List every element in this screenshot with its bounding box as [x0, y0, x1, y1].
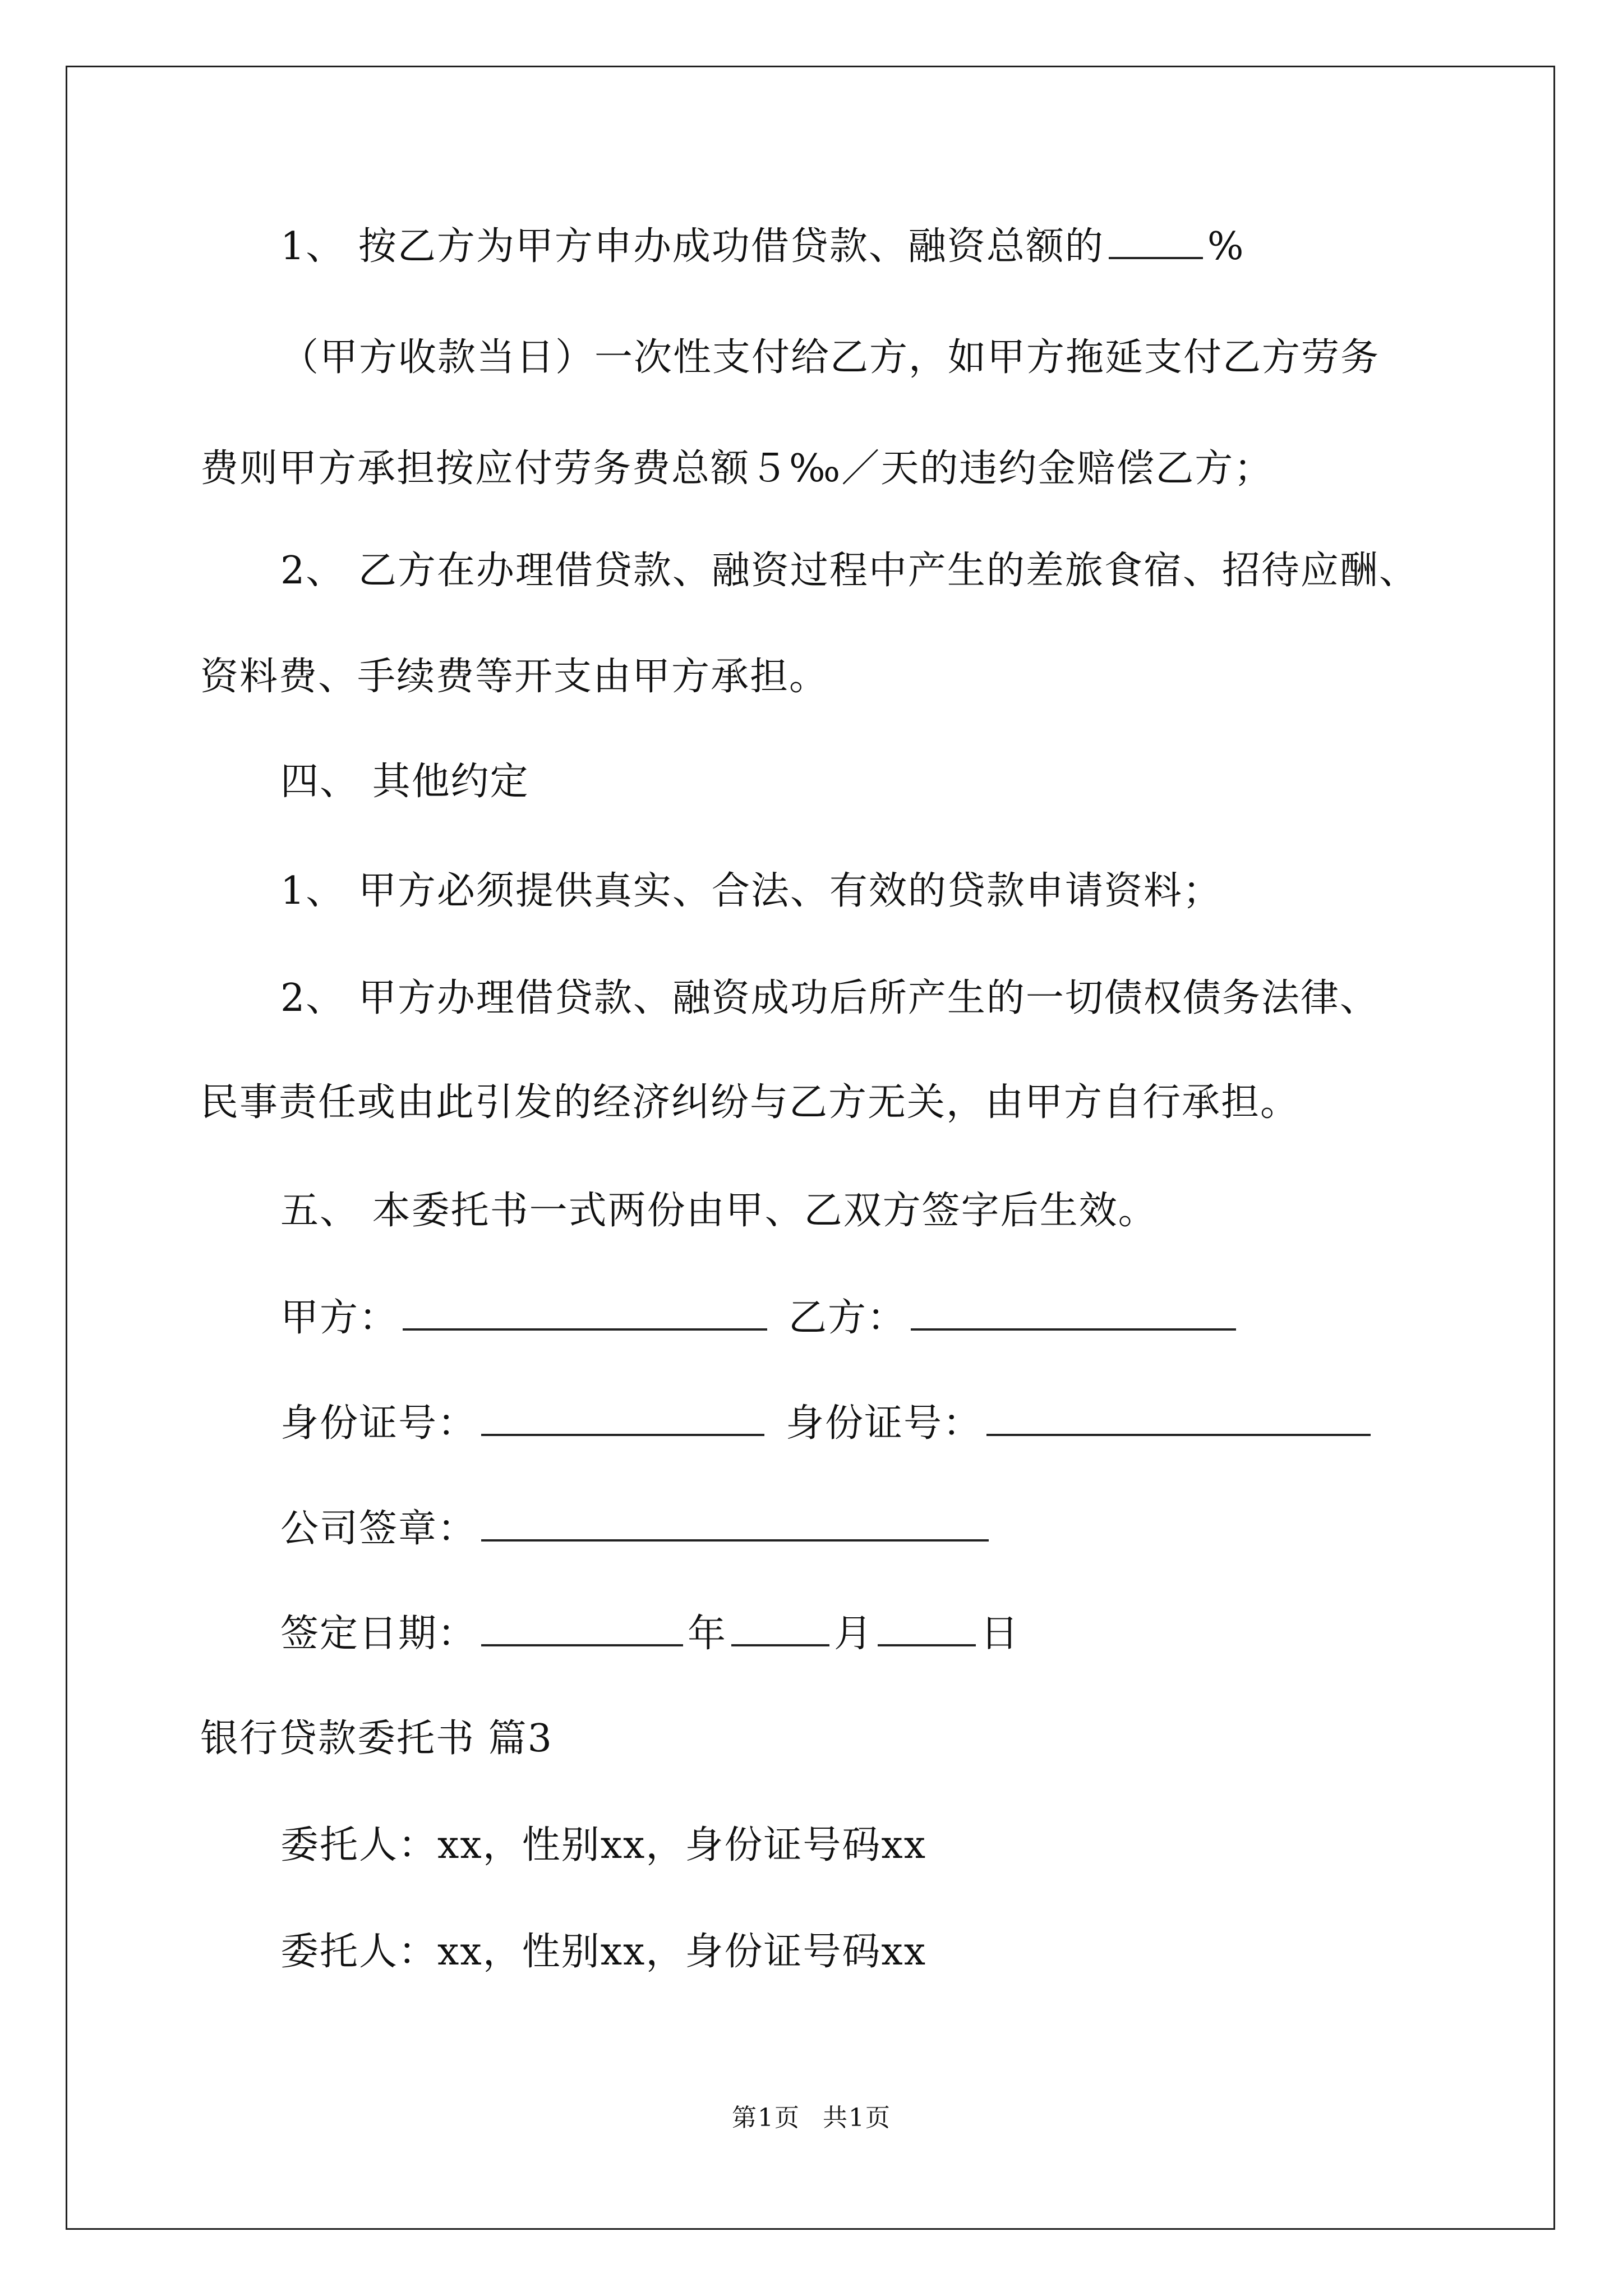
- party-signature-row: [280, 1296, 1241, 1341]
- page-total: 共1页: [823, 2104, 891, 2132]
- id-a-label: 身份证号：: [280, 1401, 477, 1446]
- party-b-blank: [911, 1296, 1236, 1331]
- section-4-heading: 四、 其他约定: [280, 760, 529, 804]
- day-blank: [878, 1612, 976, 1646]
- company-seal-row: [280, 1507, 993, 1552]
- party-b-label: 乙方：: [789, 1296, 907, 1340]
- principal-line-2: 委托人：xx，性别xx，身份证号码xx: [280, 1930, 927, 1974]
- sign-date-label: 签定日期：: [280, 1612, 477, 1656]
- principal-line-1: 委托人：xx，性别xx，身份证号码xx: [280, 1823, 927, 1867]
- id-b-label: 身份证号：: [786, 1401, 983, 1446]
- company-seal-blank: [481, 1507, 989, 1542]
- day-label: 日: [980, 1612, 1020, 1656]
- page-footer: [0, 2102, 1623, 2134]
- fee-clause-2-line-2: 资料费、手续费等开支由甲方承担。: [200, 655, 829, 699]
- year-label: 年: [688, 1612, 727, 1656]
- party-a-blank: [403, 1296, 767, 1331]
- id-a-blank: [481, 1401, 764, 1436]
- fee-percent-unit: %: [1207, 224, 1245, 269]
- year-blank: [481, 1612, 683, 1646]
- id-number-row: [280, 1401, 1375, 1446]
- section-4-item-2-line-2: 民事责任或由此引发的经济纠纷与乙方无关，由甲方自行承担。: [200, 1080, 1300, 1125]
- company-seal-label: 公司签章：: [280, 1507, 477, 1551]
- section-5-text: 五、 本委托书一式两份由甲、乙双方签字后生效。: [280, 1189, 1158, 1233]
- fee-percent-blank: [1109, 224, 1203, 259]
- month-blank: [731, 1612, 829, 1646]
- section-4-item-1: 1、 甲方必须提供真实、合法、有效的贷款申请资料；: [280, 869, 1222, 913]
- fee-clause-1-line-1: [280, 224, 1245, 269]
- sign-date-row: [280, 1612, 1020, 1657]
- party-a-label: 甲方：: [280, 1296, 399, 1340]
- id-b-blank: [986, 1401, 1371, 1436]
- month-label: 月: [834, 1612, 874, 1656]
- section-4-item-2-line-1: 2、 甲方办理借贷款、融资成功后所产生的一切债权债务法律、: [280, 976, 1379, 1020]
- fee-clause-1-line-3: 费则甲方承担按应付劳务费总额５‰／天的违约金赔偿乙方；: [200, 447, 1274, 491]
- page-border: [66, 66, 1555, 2230]
- fee-clause-1-line-2: （甲方收款当日）一次性支付给乙方，如甲方拖延支付乙方劳务: [280, 335, 1380, 380]
- fee-clause-1-text: 1、 按乙方为甲方申办成功借贷款、融资总额的: [280, 224, 1104, 269]
- next-document-title: 银行贷款委托书 篇3: [200, 1717, 553, 1761]
- page-number: 第1页: [732, 2104, 800, 2132]
- fee-clause-2-line-1: 2、 乙方在办理借贷款、融资过程中产生的差旅食宿、招待应酬、: [280, 549, 1418, 593]
